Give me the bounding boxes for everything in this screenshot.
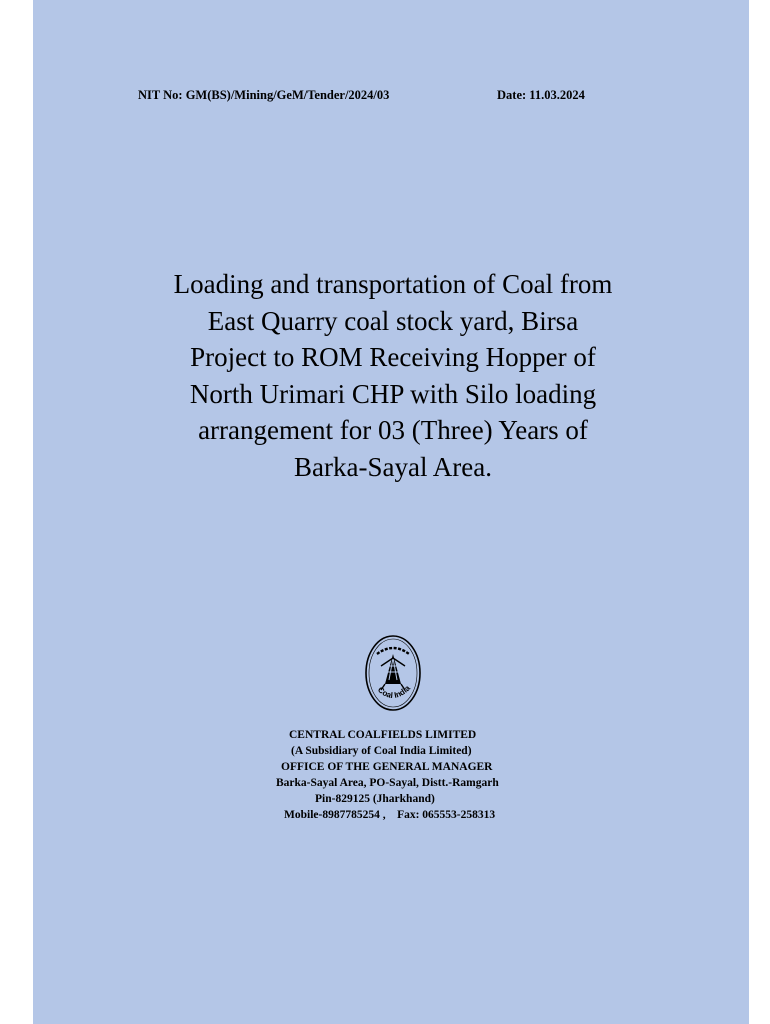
- coal-india-logo-icon: [363, 634, 423, 712]
- title-line: North Urimari CHP with Silo loading: [189, 378, 597, 409]
- title-line: arrangement for 03 (Three) Years of: [198, 415, 588, 445]
- office-address: [263, 727, 543, 823]
- document-date: Date: 11.03.2024: [497, 88, 585, 102]
- document-page: [33, 0, 749, 1024]
- svg-text:Coal India: [376, 683, 412, 700]
- office-pin: Pin-829125 (Jharkhand): [315, 793, 435, 805]
- title-line: Project to ROM Receiving Hopper of: [190, 342, 596, 372]
- title-line: Loading and transportation of Coal from: [173, 269, 613, 299]
- title-line: Barka-Sayal Area.: [294, 451, 492, 482]
- title-line: East Quarry coal stock yard, Birsa: [207, 305, 579, 336]
- document-title: [93, 266, 693, 485]
- company-name: CENTRAL COALFIELDS LIMITED: [289, 729, 477, 741]
- logo-text: Coal India: [376, 683, 412, 701]
- office-name: OFFICE OF THE GENERAL MANAGER: [281, 761, 493, 773]
- nit-number: NIT No: GM(BS)/Mining/GeM/Tender/2024/03: [138, 88, 390, 102]
- office-location: Barka-Sayal Area, PO-Sayal, Distt.-Ramgarh: [276, 777, 499, 789]
- office-contact: Mobile-8987785254 , Fax: 065553-258313: [284, 809, 496, 821]
- subsidiary-note: (A Subsidiary of Coal India Limited): [291, 745, 472, 757]
